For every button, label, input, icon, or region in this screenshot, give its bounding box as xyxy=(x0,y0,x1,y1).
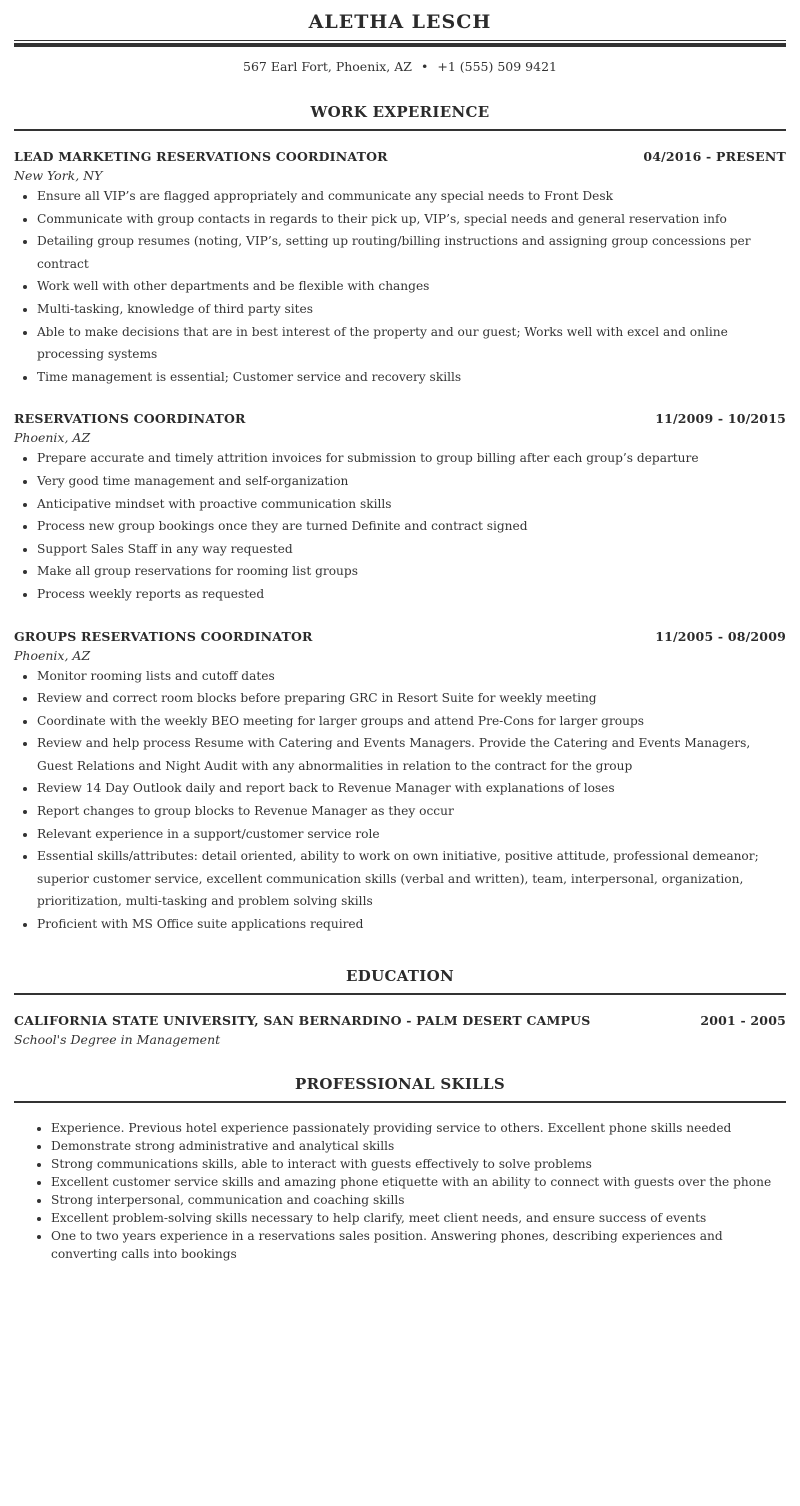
job-bullet: • Essential skills/attributes: detail oriented, ability to work on own initiative, positive attitude, professional demeanor; superior customer service, excellent communication skills (verbal and written), team, interpersonal, organization, prioritization, multi-tasking and problem solving skills xyxy=(37,845,786,913)
skill-item: • Demonstrate strong administrative and analytical skills xyxy=(51,1137,786,1155)
job-location: Phoenix, AZ xyxy=(14,647,91,663)
job-bullet: • Proficient with MS Office suite applications required xyxy=(37,913,786,936)
job-entry xyxy=(14,629,786,936)
contact-address: 567 Earl Fort, Phoenix, AZ xyxy=(243,59,412,74)
job-bullet: • Report changes to group blocks to Revenue Manager as they occur xyxy=(37,800,786,823)
job-bullet: • Detailing group resumes (noting, VIP’s, setting up routing/billing instructions and assigning group concessions per contract xyxy=(37,230,786,275)
skill-item: • Excellent problem-solving skills necessary to help clarify, meet client needs, and ensure success of events xyxy=(51,1209,786,1227)
job-entry xyxy=(14,411,786,605)
school-name: CALIFORNIA STATE UNIVERSITY, SAN BERNARDINO - PALM DESERT CAMPUS xyxy=(14,1012,591,1028)
work-experience-rule xyxy=(14,129,786,131)
job-bullet: • Support Sales Staff in any way requested xyxy=(37,538,786,561)
job-bullet: • Prepare accurate and timely attrition invoices for submission to group billing after each group’s departure xyxy=(37,447,786,470)
contact-separator: • xyxy=(420,59,429,74)
job-bullet: • Process weekly reports as requested xyxy=(37,583,786,606)
job-entry xyxy=(14,149,786,388)
job-bullets xyxy=(14,447,786,605)
job-bullet: • Multi-tasking, knowledge of third party sites xyxy=(37,298,786,321)
job-bullet: • Process new group bookings once they are turned Definite and contract signed xyxy=(37,515,786,538)
job-bullet: • Very good time management and self-organization xyxy=(37,470,786,493)
job-bullet: • Work well with other departments and be flexible with changes xyxy=(37,275,786,298)
education-rule xyxy=(14,993,786,995)
header-rule-thick xyxy=(14,43,786,47)
job-bullets xyxy=(14,665,786,936)
professional-skills-heading: PROFESSIONAL SKILLS xyxy=(295,1074,505,1093)
job-bullet: • Review and help process Resume with Catering and Events Managers. Provide the Catering and Events Managers, Guest Relations and Night Audit with any abnormalities in relation to the contract for the group xyxy=(37,732,786,777)
job-bullet: • Ensure all VIP’s are flagged appropriately and communicate any special needs to Front Desk xyxy=(37,185,786,208)
skills-list xyxy=(14,1119,786,1263)
work-experience-heading: WORK EXPERIENCE xyxy=(310,103,490,121)
job-title: LEAD MARKETING RESERVATIONS COORDINATOR xyxy=(14,149,388,164)
skill-item: • Experience. Previous hotel experience passionately providing service to others. Excellent phone skills needed xyxy=(51,1119,786,1137)
job-title: RESERVATIONS COORDINATOR xyxy=(14,411,246,427)
job-bullet: • Anticipative mindset with proactive communication skills xyxy=(37,493,786,516)
degree: School's Degree in Management xyxy=(14,1031,221,1047)
contact-phone: +1 (555) 509 9421 xyxy=(437,59,557,74)
job-location: Phoenix, AZ xyxy=(14,430,91,446)
job-bullet: • Monitor rooming lists and cutoff dates xyxy=(37,665,786,688)
resume-page xyxy=(14,0,786,1263)
skill-item: • Strong interpersonal, communication and coaching skills xyxy=(51,1191,786,1209)
job-bullet: • Review and correct room blocks before preparing GRC in Resort Suite for weekly meeting xyxy=(37,687,786,710)
job-bullet: • Review 14 Day Outlook daily and report back to Revenue Manager with explanations of loses xyxy=(37,777,786,800)
job-bullet: • Coordinate with the weekly BEO meeting for larger groups and attend Pre-Cons for larger groups xyxy=(37,710,786,733)
contact-line xyxy=(14,59,786,77)
skill-item: • Excellent customer service skills and amazing phone etiquette with an ability to connect with guests over the phone xyxy=(51,1173,786,1191)
job-location: New York, NY xyxy=(14,168,103,183)
candidate-name: ALETHA LESCH xyxy=(308,11,492,33)
job-bullet: • Communicate with group contacts in regards to their pick up, VIP’s, special needs and general reservation info xyxy=(37,208,786,231)
job-bullet: • Relevant experience in a support/customer service role xyxy=(37,823,786,846)
skill-item: • One to two years experience in a reservations sales position. Answering phones, describing experiences and converting calls into bookings xyxy=(51,1227,786,1263)
education-heading: EDUCATION xyxy=(346,966,454,985)
jobs-list xyxy=(14,149,786,936)
header-rule-thin xyxy=(14,40,786,41)
job-bullets xyxy=(14,185,786,388)
job-title: GROUPS RESERVATIONS COORDINATOR xyxy=(14,628,313,644)
job-dates: 11/2005 - 08/2009 xyxy=(655,628,786,644)
education-dates: 2001 - 2005 xyxy=(700,1012,786,1028)
skill-item: • Strong communications skills, able to interact with guests effectively to solve problems xyxy=(51,1155,786,1173)
education-entry xyxy=(14,1013,786,1049)
job-dates: 11/2009 - 10/2015 xyxy=(655,411,786,427)
job-bullet: • Time management is essential; Customer service and recovery skills xyxy=(37,366,786,389)
job-bullet: • Able to make decisions that are in best interest of the property and our guest; Works well with excel and online processing systems xyxy=(37,321,786,366)
job-dates: 04/2016 - PRESENT xyxy=(643,149,786,164)
job-bullet: • Make all group reservations for rooming list groups xyxy=(37,560,786,583)
